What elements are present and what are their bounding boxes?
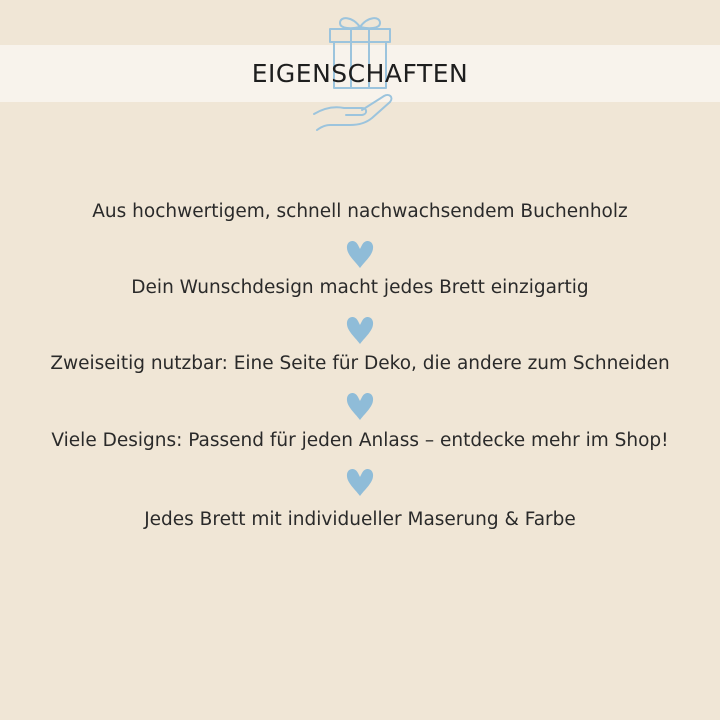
feature-item: Zweiseitig nutzbar: Eine Seite für Deko, die andere zum Schneiden (50, 353, 670, 374)
heart-icon (343, 237, 377, 271)
feature-item: Jedes Brett mit individueller Maserung & Farbe (144, 509, 576, 530)
feature-item: Dein Wunschdesign macht jedes Brett einzigartig (131, 277, 589, 298)
heart-icon (343, 313, 377, 347)
feature-item: Aus hochwertigem, schnell nachwachsendem Buchenholz (92, 201, 628, 222)
page-title: EIGENSCHAFTEN (251, 59, 469, 88)
feature-item: Viele Designs: Passend für jeden Anlass – entdecke mehr im Shop! (51, 430, 669, 451)
heart-icon (343, 465, 377, 499)
heart-icon (343, 389, 377, 423)
